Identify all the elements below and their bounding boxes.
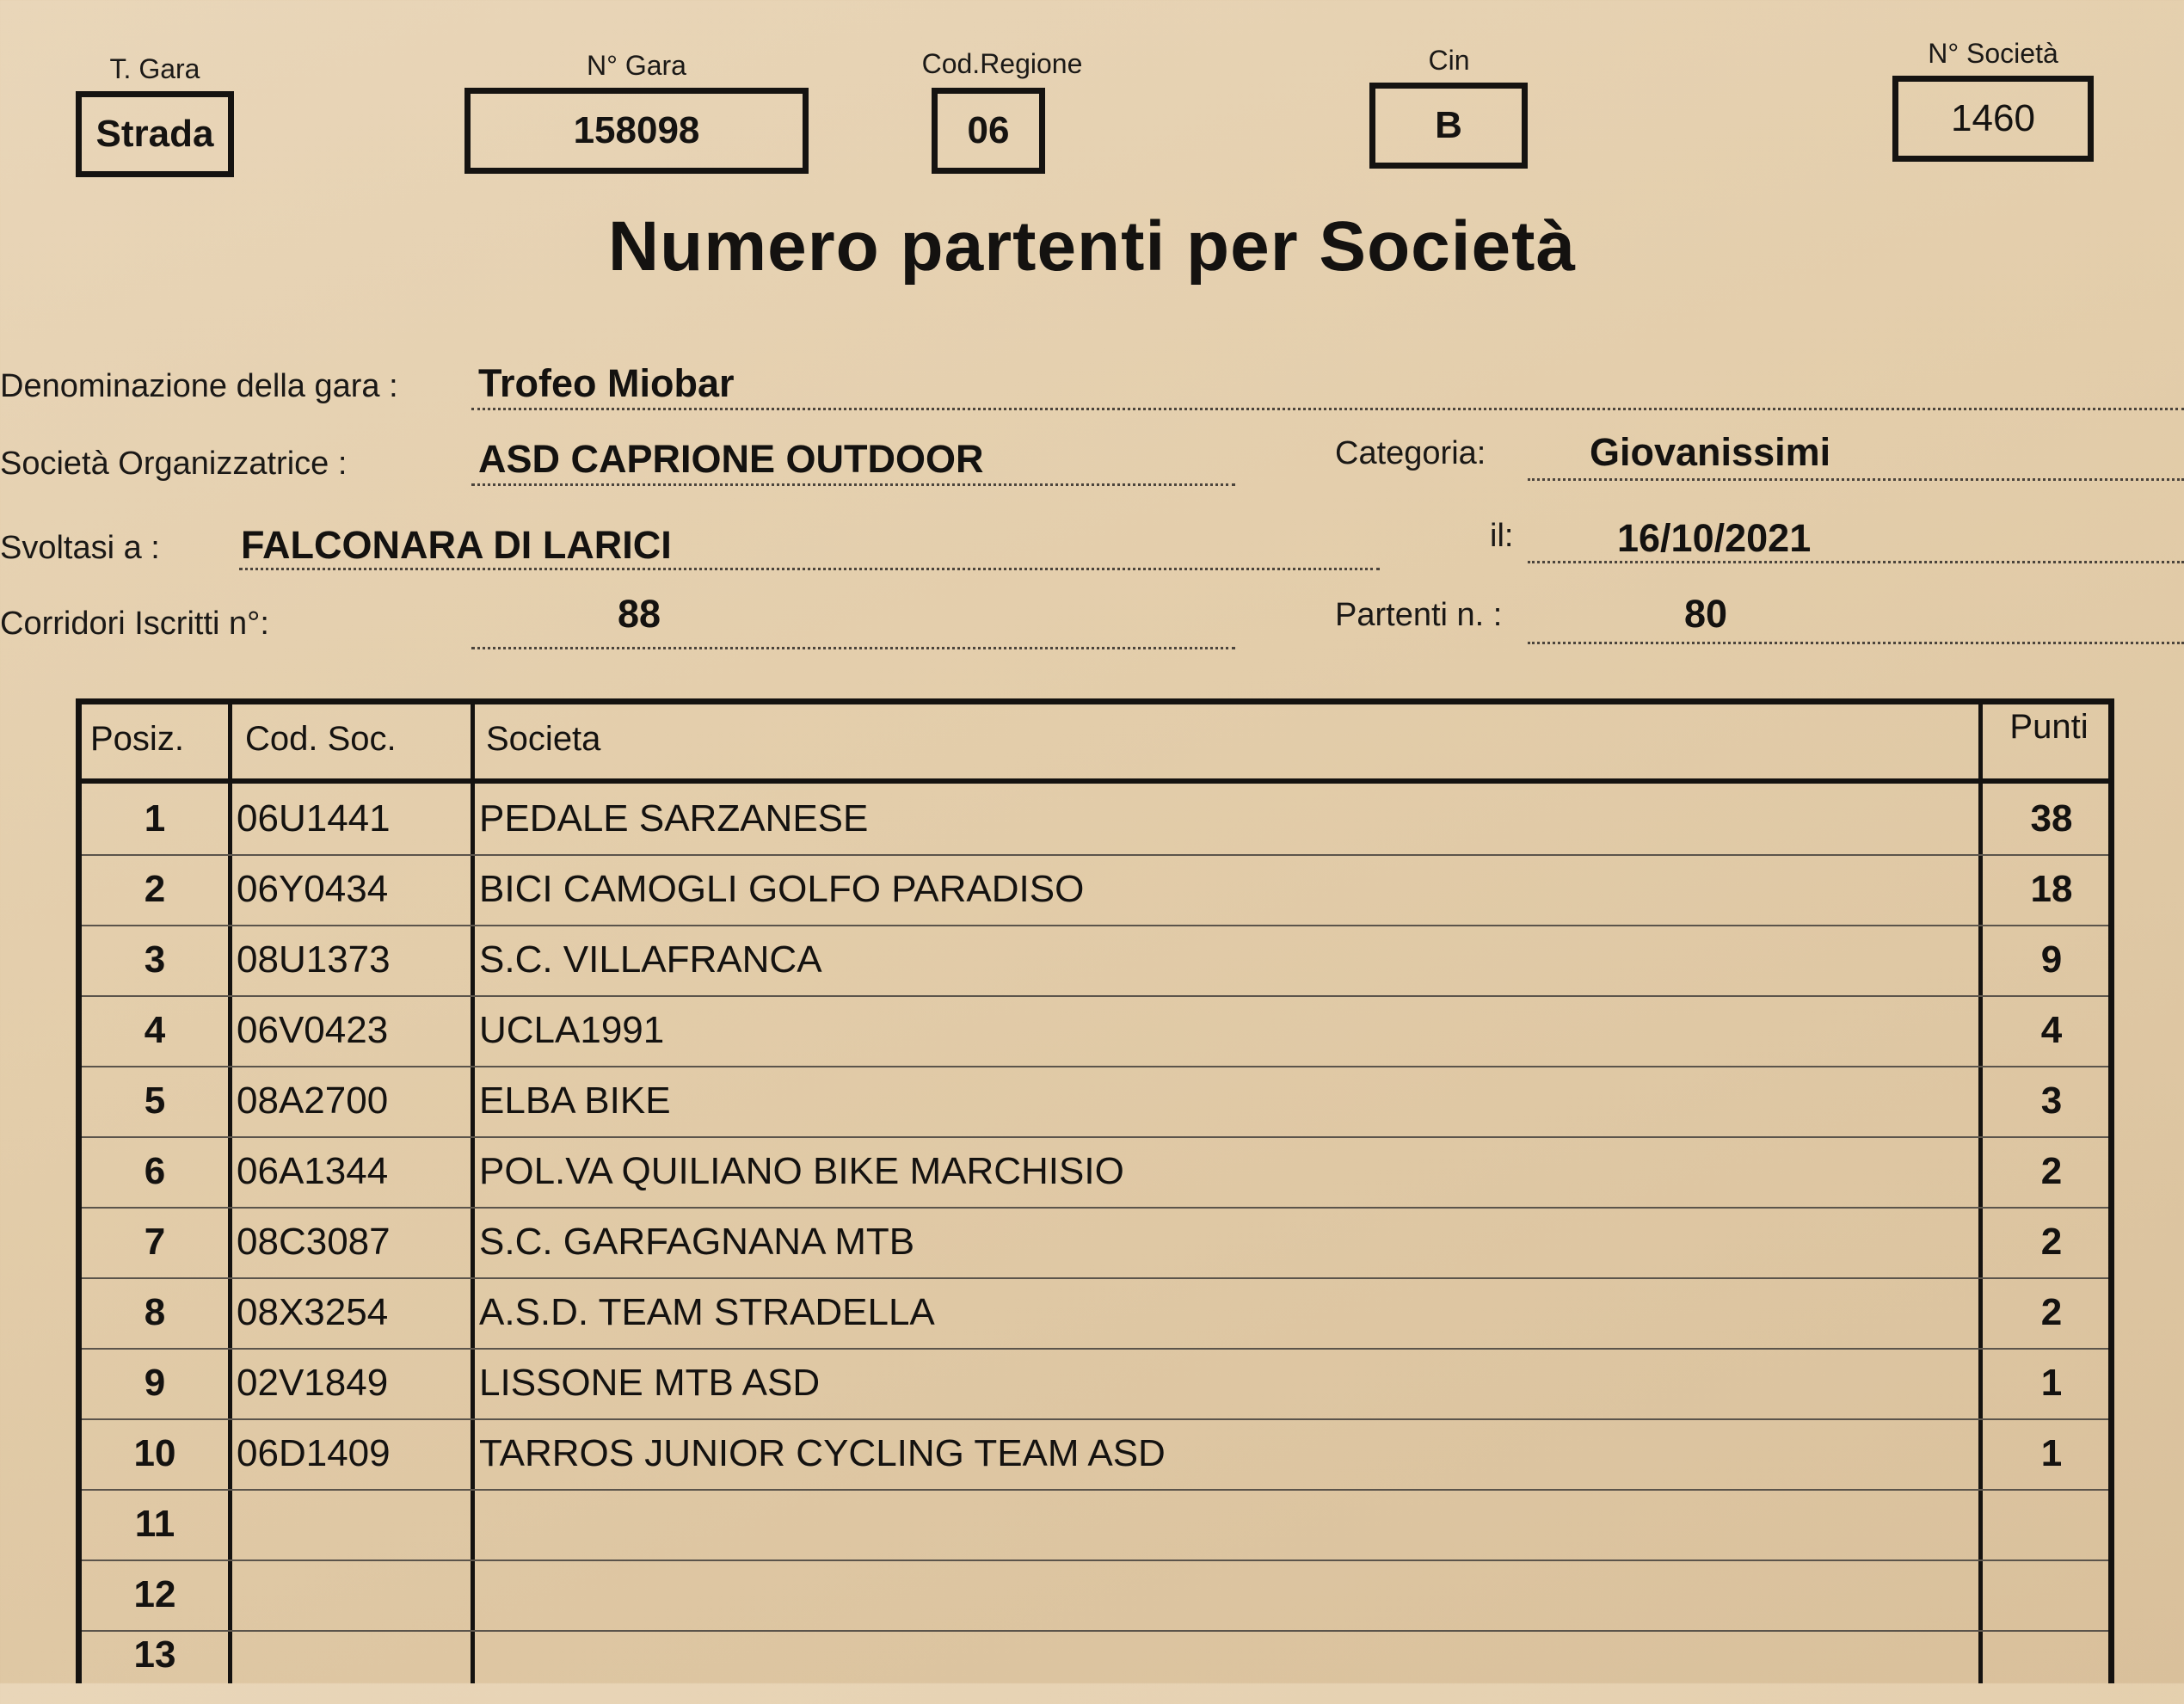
row-punti: 38 — [2030, 797, 2073, 840]
row-societa — [479, 1489, 1976, 1559]
header-punti: Punti — [2009, 707, 2089, 746]
table-row — [82, 925, 2108, 997]
t-gara-label: T. Gara — [109, 53, 200, 84]
societa-org-value: ASD CAPRIONE OUTDOOR — [478, 437, 984, 481]
cin-label: Cin — [1428, 45, 1470, 76]
row-position: 4 — [144, 1009, 166, 1051]
row-punti: 2 — [2040, 1150, 2063, 1192]
row-societa: S.C. GARFAGNANA MTB — [479, 1221, 915, 1263]
row-punti: 3 — [2040, 1080, 2063, 1122]
table-row — [82, 995, 2108, 1067]
table-row — [82, 1207, 2108, 1279]
categoria-line — [1528, 478, 2184, 481]
iscritti-line — [471, 647, 1235, 649]
row-cod-soc: 08C3087 — [237, 1221, 391, 1263]
row-position: 3 — [144, 938, 166, 981]
societa-org-label: Società Organizzatrice : — [0, 446, 348, 482]
row-cod-soc: 06V0423 — [237, 1009, 389, 1051]
iscritti-value: 88 — [618, 592, 661, 636]
partenti-value: 80 — [1684, 592, 1728, 636]
row-societa: UCLA1991 — [479, 1009, 665, 1051]
row-societa: ELBA BIKE — [479, 1080, 671, 1122]
row-punti: 9 — [2040, 938, 2063, 981]
svoltasi-value: FALCONARA DI LARICI — [241, 523, 672, 567]
row-punti — [1987, 1559, 2116, 1630]
row-punti: 2 — [2040, 1221, 2063, 1263]
denominazione-value: Trofeo Miobar — [478, 361, 735, 405]
row-punti: 4 — [2040, 1009, 2063, 1051]
svoltasi-line — [239, 568, 1380, 570]
table-row — [82, 1418, 2108, 1491]
categoria-value: Giovanissimi — [1590, 430, 1831, 474]
results-table — [76, 698, 2114, 1683]
row-position: 1 — [144, 797, 166, 840]
il-value: 16/10/2021 — [1617, 516, 1812, 560]
partenti-label: Partenti n. : — [1335, 597, 1503, 633]
n-gara-box: 158098 — [464, 88, 809, 174]
iscritti-label: Corridori Iscritti n°: — [0, 606, 269, 642]
row-cod-soc: 06D1409 — [237, 1432, 391, 1474]
row-punti: 18 — [2030, 868, 2073, 910]
row-punti: 2 — [2040, 1291, 2063, 1333]
n-societa-label: N° Società — [1928, 38, 2058, 69]
row-punti: 1 — [2040, 1362, 2063, 1404]
denominazione-line — [471, 408, 2184, 410]
row-cod-soc: 08U1373 — [237, 938, 391, 981]
societa-org-line — [471, 483, 1235, 486]
row-societa: TARROS JUNIOR CYCLING TEAM ASD — [479, 1432, 1166, 1474]
row-position: 13 — [133, 1633, 176, 1676]
row-position: 6 — [144, 1150, 166, 1192]
row-societa: BICI CAMOGLI GOLFO PARADISO — [479, 868, 1085, 910]
denominazione-label: Denominazione della gara : — [0, 368, 398, 404]
row-position: 12 — [133, 1573, 176, 1615]
table-row — [82, 854, 2108, 926]
row-societa — [479, 1630, 1976, 1701]
il-line — [1528, 561, 2184, 563]
row-position: 5 — [144, 1080, 166, 1122]
row-position: 7 — [144, 1221, 166, 1263]
row-position: 9 — [144, 1362, 166, 1404]
header-posiz: Posiz. — [90, 719, 184, 758]
table-row — [82, 1559, 2108, 1632]
row-punti: 1 — [2040, 1432, 2063, 1474]
header-societa: Societa — [486, 719, 601, 758]
categoria-label: Categoria: — [1335, 435, 1486, 471]
row-cod-soc: 08X3254 — [237, 1291, 389, 1333]
table-row — [82, 1277, 2108, 1350]
row-position: 10 — [133, 1432, 176, 1474]
row-societa — [479, 1559, 1976, 1630]
row-cod-soc — [237, 1559, 469, 1630]
row-cod-soc: 06U1441 — [237, 797, 391, 840]
row-cod-soc: 06Y0434 — [237, 868, 389, 910]
cin-box: B — [1369, 83, 1528, 169]
row-cod-soc: 06A1344 — [237, 1150, 389, 1192]
row-position: 8 — [144, 1291, 166, 1333]
svoltasi-label: Svoltasi a : — [0, 530, 160, 566]
row-position: 11 — [134, 1503, 175, 1545]
table-row — [82, 1630, 2108, 1701]
table-row — [82, 784, 2108, 856]
n-gara-label: N° Gara — [587, 50, 686, 81]
header-cod-soc: Cod. Soc. — [245, 719, 397, 758]
cod-regione-label: Cod.Regione — [921, 48, 1083, 79]
row-cod-soc: 08A2700 — [237, 1080, 389, 1122]
row-societa: POL.VA QUILIANO BIKE MARCHISIO — [479, 1150, 1124, 1192]
row-cod-soc — [237, 1489, 469, 1559]
il-label: il: — [1490, 518, 1514, 554]
row-position: 2 — [144, 868, 166, 910]
partenti-line — [1528, 642, 2184, 644]
table-row — [82, 1348, 2108, 1420]
row-cod-soc: 02V1849 — [237, 1362, 389, 1404]
row-societa: PEDALE SARZANESE — [479, 797, 869, 840]
row-punti — [1987, 1630, 2116, 1701]
table-row — [82, 1489, 2108, 1561]
row-societa: LISSONE MTB ASD — [479, 1362, 821, 1404]
row-cod-soc — [237, 1630, 469, 1701]
n-societa-box: 1460 — [1892, 76, 2094, 162]
row-punti — [1987, 1489, 2116, 1559]
page-title: Numero partenti per Società — [607, 207, 1577, 286]
table-row — [82, 1066, 2108, 1138]
cod-regione-box: 06 — [932, 88, 1045, 174]
row-societa: A.S.D. TEAM STRADELLA — [479, 1291, 935, 1333]
row-societa: S.C. VILLAFRANCA — [479, 938, 822, 981]
table-row — [82, 1136, 2108, 1209]
t-gara-box: Strada — [76, 91, 234, 177]
